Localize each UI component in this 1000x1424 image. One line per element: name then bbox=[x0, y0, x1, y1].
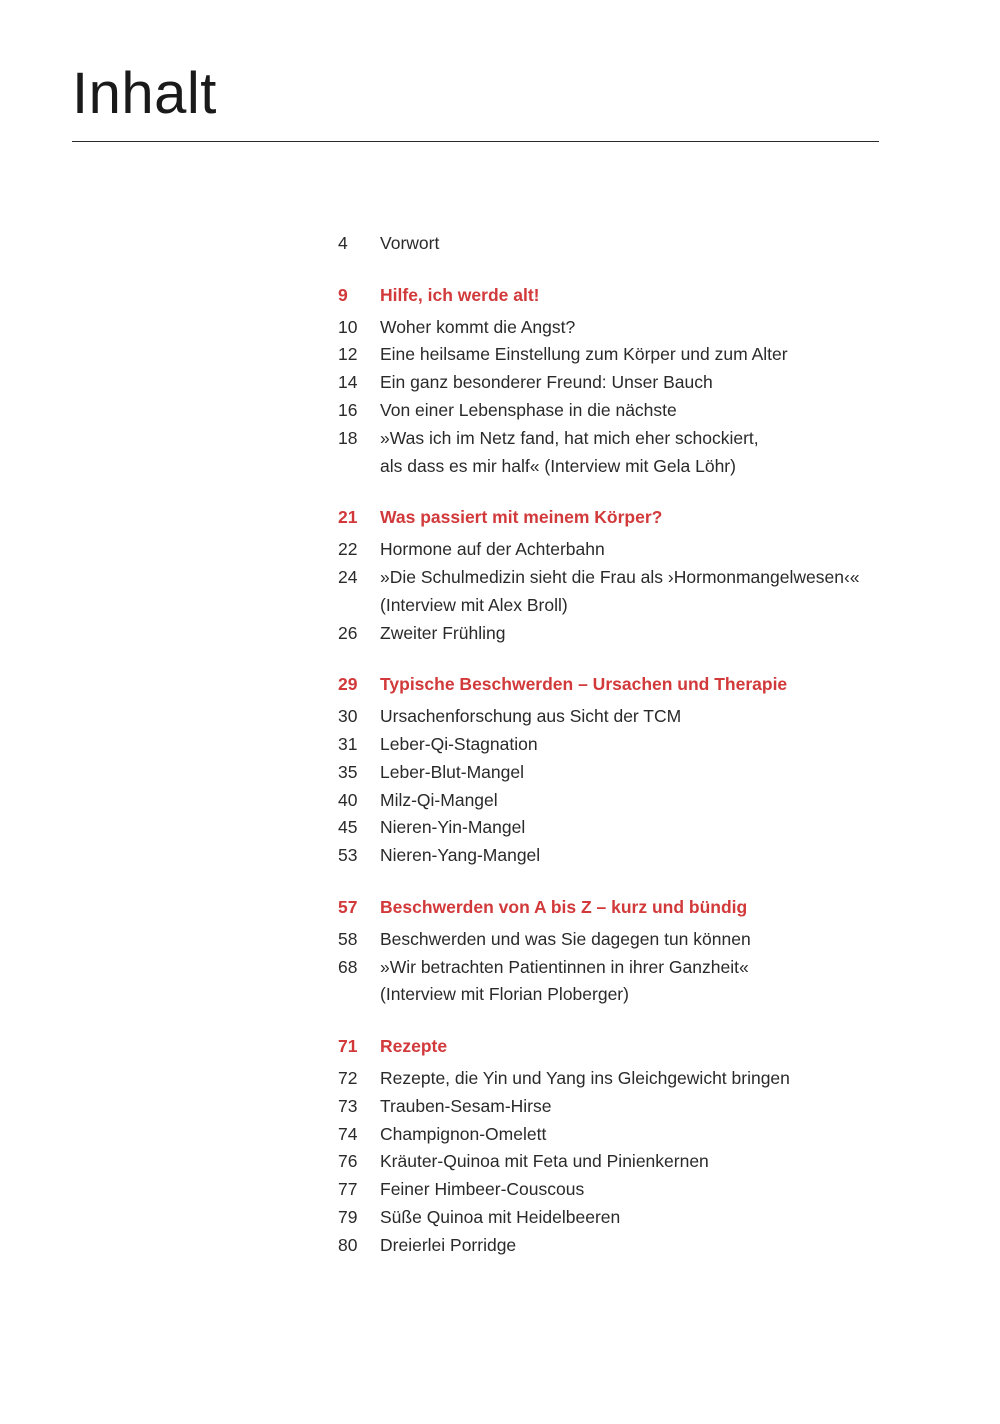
toc-entry-title: Trauben-Sesam-Hirse bbox=[380, 1095, 552, 1116]
toc-chapter-heading[interactable] bbox=[338, 504, 918, 532]
toc-entry[interactable] bbox=[338, 926, 918, 954]
toc-entry[interactable] bbox=[338, 703, 918, 731]
toc-entry-title: Von einer Lebensphase in die nächste bbox=[380, 399, 677, 420]
toc-page-number: 30 bbox=[338, 706, 358, 727]
toc-page-number: 31 bbox=[338, 733, 358, 754]
toc-page-number: 80 bbox=[338, 1234, 358, 1255]
toc-entry[interactable] bbox=[338, 814, 918, 842]
toc-entry[interactable] bbox=[338, 536, 918, 564]
toc-entry-title: Milz-Qi-Mangel bbox=[380, 789, 498, 810]
toc-chapter-heading[interactable] bbox=[338, 282, 918, 310]
toc-page-number: 40 bbox=[338, 789, 358, 810]
toc-entry-title: Was passiert mit meinem Körper? bbox=[380, 507, 663, 528]
toc-page-number: 4 bbox=[338, 233, 348, 253]
table-of-contents bbox=[338, 230, 918, 1260]
toc-entry-title: »Wir betrachten Patientinnen in ihrer Ganzheit« (Interview mit Florian Ploberger) bbox=[380, 956, 749, 1005]
toc-entry-title: Süße Quinoa mit Heidelbeeren bbox=[380, 1206, 621, 1227]
toc-page-number: 53 bbox=[338, 845, 358, 866]
toc-entry[interactable] bbox=[338, 1232, 918, 1260]
toc-entry-title: Nieren-Yang-Mangel bbox=[380, 845, 541, 866]
page-title: Inhalt bbox=[72, 61, 217, 126]
toc-entry[interactable] bbox=[338, 1176, 918, 1204]
toc-entry[interactable] bbox=[338, 787, 918, 815]
toc-entry-title: Rezepte bbox=[380, 1036, 448, 1057]
toc-entry-title: Kräuter-Quinoa mit Feta und Pinienkernen bbox=[380, 1151, 709, 1172]
toc-entry-title: Ursachenforschung aus Sicht der TCM bbox=[380, 706, 682, 727]
toc-page-number: 68 bbox=[338, 956, 358, 977]
toc-page-number: 77 bbox=[338, 1179, 358, 1200]
toc-entry[interactable] bbox=[338, 1204, 918, 1232]
toc-entry[interactable] bbox=[338, 842, 918, 870]
toc-page-number: 79 bbox=[338, 1206, 358, 1227]
toc-entry[interactable] bbox=[338, 954, 918, 1010]
toc-entry[interactable] bbox=[338, 314, 918, 342]
toc-page-number: 57 bbox=[338, 896, 358, 917]
toc-entry[interactable] bbox=[338, 759, 918, 787]
toc-entry[interactable] bbox=[338, 1065, 918, 1093]
toc-page-number: 9 bbox=[338, 284, 348, 305]
toc-page-number: 24 bbox=[338, 566, 358, 587]
toc-page-number: 58 bbox=[338, 928, 358, 949]
toc-page-number: 76 bbox=[338, 1151, 358, 1172]
toc-entry-title: »Was ich im Netz fand, hat mich eher schockiert, als dass es mir half« (Interview mit Gela Löhr) bbox=[380, 427, 759, 476]
toc-entry[interactable] bbox=[338, 425, 918, 481]
toc-entry-title: Typische Beschwerden – Ursachen und Therapie bbox=[380, 674, 788, 695]
toc-entry-title: Eine heilsame Einstellung zum Körper und zum Alter bbox=[380, 344, 788, 365]
toc-entry-title: Ein ganz besonderer Freund: Unser Bauch bbox=[380, 372, 713, 393]
toc-entry-title: Woher kommt die Angst? bbox=[380, 316, 576, 337]
toc-entry[interactable] bbox=[338, 230, 918, 258]
toc-entry-title: Champignon-Omelett bbox=[380, 1123, 547, 1144]
toc-entry-title: Dreierlei Porridge bbox=[380, 1234, 517, 1255]
toc-entry-title: »Die Schulmedizin sieht die Frau als ›Hormonmangelwesen‹« (Interview mit Alex Broll) bbox=[380, 566, 860, 615]
toc-entry[interactable] bbox=[338, 731, 918, 759]
toc-entry[interactable] bbox=[338, 1148, 918, 1176]
toc-entry[interactable] bbox=[338, 369, 918, 397]
toc-page-number: 12 bbox=[338, 344, 358, 365]
toc-page-number: 16 bbox=[338, 399, 358, 420]
toc-page-number: 45 bbox=[338, 817, 358, 838]
toc-entry[interactable] bbox=[338, 564, 918, 620]
toc-entry-title: Nieren-Yin-Mangel bbox=[380, 817, 526, 838]
toc-page-number: 18 bbox=[338, 427, 358, 448]
toc-page-number: 10 bbox=[338, 316, 358, 337]
toc-page-number: 29 bbox=[338, 674, 358, 695]
toc-chapter-heading[interactable] bbox=[338, 1033, 918, 1061]
toc-entry[interactable] bbox=[338, 1093, 918, 1121]
toc-page-number: 14 bbox=[338, 372, 358, 393]
toc-page-number: 26 bbox=[338, 622, 358, 643]
toc-entry-title: Leber-Blut-Mangel bbox=[380, 761, 524, 782]
toc-entry-title: Rezepte, die Yin und Yang ins Gleichgewicht bringen bbox=[380, 1067, 790, 1088]
toc-entry-title: Feiner Himbeer-Couscous bbox=[380, 1179, 585, 1200]
toc-entry-title: Hormone auf der Achterbahn bbox=[380, 539, 605, 560]
toc-entry-title: Beschwerden von A bis Z – kurz und bündig bbox=[380, 896, 748, 917]
toc-entry[interactable] bbox=[338, 620, 918, 648]
toc-entry[interactable] bbox=[338, 397, 918, 425]
toc-entry-title: Leber-Qi-Stagnation bbox=[380, 733, 538, 754]
toc-entry[interactable] bbox=[338, 1121, 918, 1149]
toc-page-number: 74 bbox=[338, 1123, 358, 1144]
toc-page-number: 72 bbox=[338, 1067, 358, 1088]
toc-entry-title: Hilfe, ich werde alt! bbox=[380, 284, 540, 305]
toc-page-number: 35 bbox=[338, 761, 358, 782]
toc-entry[interactable] bbox=[338, 341, 918, 369]
toc-entry-title: Beschwerden und was Sie dagegen tun können bbox=[380, 928, 751, 949]
toc-page-number: 21 bbox=[338, 507, 358, 528]
toc-page-number: 73 bbox=[338, 1095, 358, 1116]
toc-page-number: 71 bbox=[338, 1036, 358, 1057]
toc-chapter-heading[interactable] bbox=[338, 671, 918, 699]
title-divider bbox=[72, 141, 879, 142]
toc-entry-title: Vorwort bbox=[380, 233, 440, 253]
toc-entry-title: Zweiter Frühling bbox=[380, 622, 506, 643]
toc-page-number: 22 bbox=[338, 539, 358, 560]
toc-chapter-heading[interactable] bbox=[338, 894, 918, 922]
